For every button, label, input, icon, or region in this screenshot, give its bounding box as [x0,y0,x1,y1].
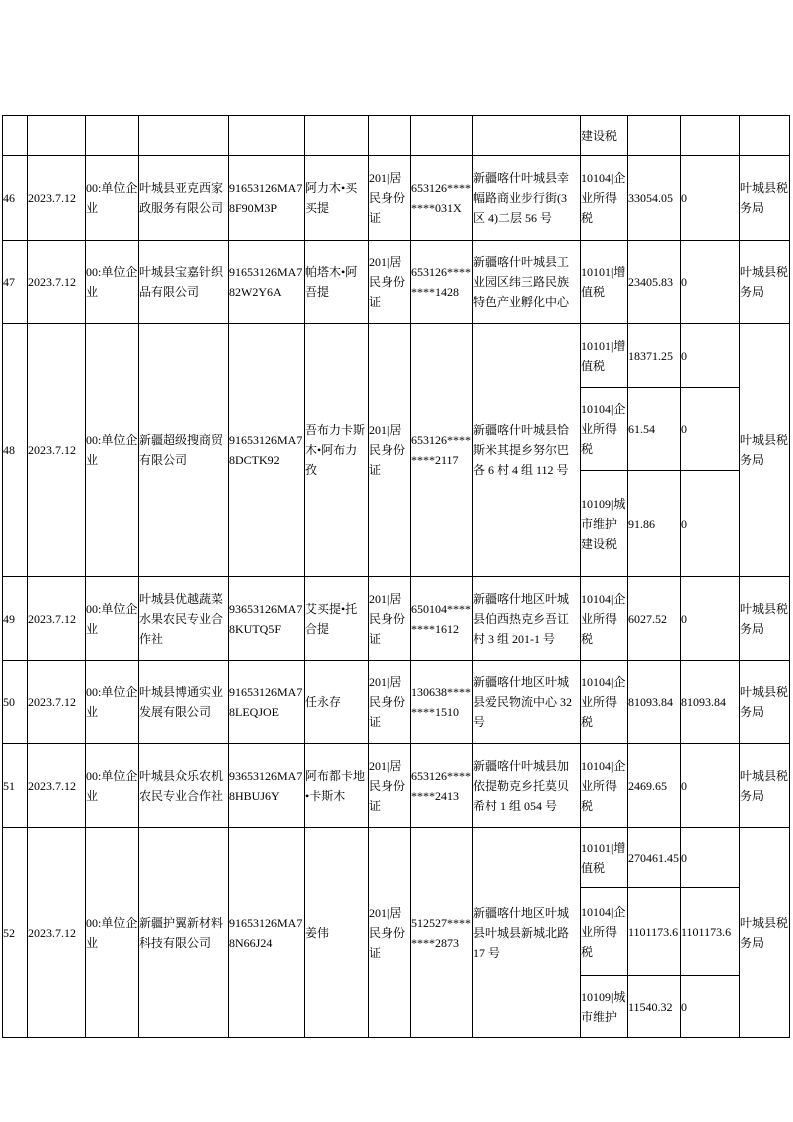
id-type: 201|居民身份证 [369,324,411,577]
legal-representative: 帕塔木•阿吾提 [305,241,369,324]
tax-item: 10109|城市维护 [581,976,628,1038]
tax-amount-2: 0 [681,388,740,471]
tax-office: 叶城县税务局 [740,744,790,828]
date: 2023.7.12 [28,661,86,744]
tax-item: 10104|企业所得税 [581,388,628,471]
legal-representative: 任永存 [305,661,369,744]
id-number: 650104********1612 [411,577,473,661]
tax-amount-2: 0 [681,577,740,661]
taxpayer-type: 00:单位企业 [86,828,139,1038]
date: 2023.7.12 [28,828,86,1038]
tax-office: 叶城县税务局 [740,324,790,577]
tax-item: 10104|企业所得税 [581,744,628,828]
tax-office: 叶城县税务局 [740,828,790,1038]
tax-amount-2: 1101173.6 [681,888,740,976]
tax-amount: 23405.83 [628,241,681,324]
credit-code: 93653126MA78HBUJ6Y [229,744,305,828]
taxpayer-type: 00:单位企业 [86,661,139,744]
tax-item: 10101|增值税 [581,828,628,888]
tax-amount: 61.54 [628,388,681,471]
company-name: 叶城县亚克西家政服务有限公司 [139,156,229,241]
tax-amount: 1101173.6 [628,888,681,976]
company-name: 新疆护翼新材料科技有限公司 [139,828,229,1038]
empty-cell [411,116,473,156]
tax-amount: 6027.52 [628,577,681,661]
row-number: 50 [3,661,28,744]
taxpayer-type: 00:单位企业 [86,744,139,828]
empty-cell [86,116,139,156]
company-name: 叶城县博通实业发展有限公司 [139,661,229,744]
credit-code: 91653126MA78DCTK92 [229,324,305,577]
tax-amount-2: 0 [681,324,740,388]
tax-amount: 81093.84 [628,661,681,744]
date: 2023.7.12 [28,577,86,661]
credit-code: 91653126MA782W2Y6A [229,241,305,324]
legal-representative: 阿力木•买买提 [305,156,369,241]
address: 新疆喀什地区叶城县爱民物流中心 32 号 [473,661,581,744]
empty-cell [628,116,681,156]
table-row [3,241,790,324]
company-name: 叶城县优越蔬菜水果农民专业合作社 [139,577,229,661]
tax-item: 10104|企业所得税 [581,577,628,661]
table-row [3,577,790,661]
empty-cell [473,116,581,156]
address: 新疆喀什叶城县幸幅路商业步行街(3 区 4)二层 56 号 [473,156,581,241]
credit-code: 91653126MA78F90M3P [229,156,305,241]
credit-code: 91653126MA78N66J24 [229,828,305,1038]
tax-amount-2: 0 [681,156,740,241]
tax-office: 叶城县税务局 [740,661,790,744]
id-type: 201|居民身份证 [369,577,411,661]
company-name: 叶城县众乐农机农民专业合作社 [139,744,229,828]
row-number: 49 [3,577,28,661]
row-number: 52 [3,828,28,1038]
date: 2023.7.12 [28,156,86,241]
tax-amount: 2469.65 [628,744,681,828]
tax-amount-2: 0 [681,976,740,1038]
tax-item: 建设税 [581,116,628,156]
address: 新疆喀什叶城县恰斯米其提乡努尔巴各 6 村 4 组 112 号 [473,324,581,577]
id-number: 653126********2413 [411,744,473,828]
legal-representative: 阿布都卡地•卡斯木 [305,744,369,828]
taxpayer-type: 00:单位企业 [86,156,139,241]
empty-cell [229,116,305,156]
tax-item: 10101|增值税 [581,241,628,324]
empty-cell [3,116,28,156]
credit-code: 93653126MA78KUTQ5F [229,577,305,661]
tax-amount-2: 0 [681,241,740,324]
address: 新疆喀什地区叶城县叶城县新城北路 17 号 [473,828,581,1038]
tax-amount: 11540.32 [628,976,681,1038]
legal-representative: 艾买提•托合提 [305,577,369,661]
tax-item: 10109|城市维护建设税 [581,471,628,577]
table-row-continued [3,116,790,156]
date: 2023.7.12 [28,324,86,577]
tax-item: 10104|企业所得税 [581,661,628,744]
table-row [3,828,790,888]
empty-cell [369,116,411,156]
id-type: 201|居民身份证 [369,661,411,744]
id-number: 653126********2117 [411,324,473,577]
company-name: 叶城县宝嘉针织品有限公司 [139,241,229,324]
tax-amount: 270461.45 [628,828,681,888]
id-type: 201|居民身份证 [369,241,411,324]
id-number: 653126********1428 [411,241,473,324]
table-row [3,156,790,241]
date: 2023.7.12 [28,241,86,324]
legal-representative: 姜伟 [305,828,369,1038]
row-number: 48 [3,324,28,577]
id-number: 653126********031X [411,156,473,241]
tax-office: 叶城县税务局 [740,241,790,324]
empty-cell [305,116,369,156]
tax-amount: 18371.25 [628,324,681,388]
tax-amount-2: 0 [681,744,740,828]
company-name: 新疆超级搜商贸有限公司 [139,324,229,577]
address: 新疆喀什地区叶城县伯西热克乡吾讧村 3 组 201-1 号 [473,577,581,661]
table-row [3,661,790,744]
tax-amount: 91.86 [628,471,681,577]
taxpayer-type: 00:单位企业 [86,577,139,661]
tax-disclosure-table [2,115,790,1038]
tax-item: 10101|增值税 [581,324,628,388]
id-type: 201|居民身份证 [369,744,411,828]
row-number: 51 [3,744,28,828]
credit-code: 91653126MA78LEQJOE [229,661,305,744]
id-type: 201|居民身份证 [369,156,411,241]
tax-item: 10104|企业所得税 [581,888,628,976]
tax-amount-2: 81093.84 [681,661,740,744]
tax-amount-2: 0 [681,828,740,888]
empty-cell [28,116,86,156]
legal-representative: 吾布力卡斯木•阿布力孜 [305,324,369,577]
tax-item: 10104|企业所得税 [581,156,628,241]
taxpayer-type: 00:单位企业 [86,241,139,324]
id-number: 130638********1510 [411,661,473,744]
tax-office: 叶城县税务局 [740,156,790,241]
id-type: 201|居民身份证 [369,828,411,1038]
empty-cell [740,116,790,156]
address: 新疆喀什叶城县工业园区纬三路民族特色产业孵化中心 [473,241,581,324]
tax-amount-2: 0 [681,471,740,577]
tax-office: 叶城县税务局 [740,577,790,661]
tax-amount: 33054.05 [628,156,681,241]
table-row [3,744,790,828]
row-number: 46 [3,156,28,241]
id-number: 512527********2873 [411,828,473,1038]
table-row [3,324,790,388]
empty-cell [681,116,740,156]
date: 2023.7.12 [28,744,86,828]
address: 新疆喀什叶城县加依提勒克乡托莫贝希村 1 组 054 号 [473,744,581,828]
taxpayer-type: 00:单位企业 [86,324,139,577]
empty-cell [139,116,229,156]
row-number: 47 [3,241,28,324]
